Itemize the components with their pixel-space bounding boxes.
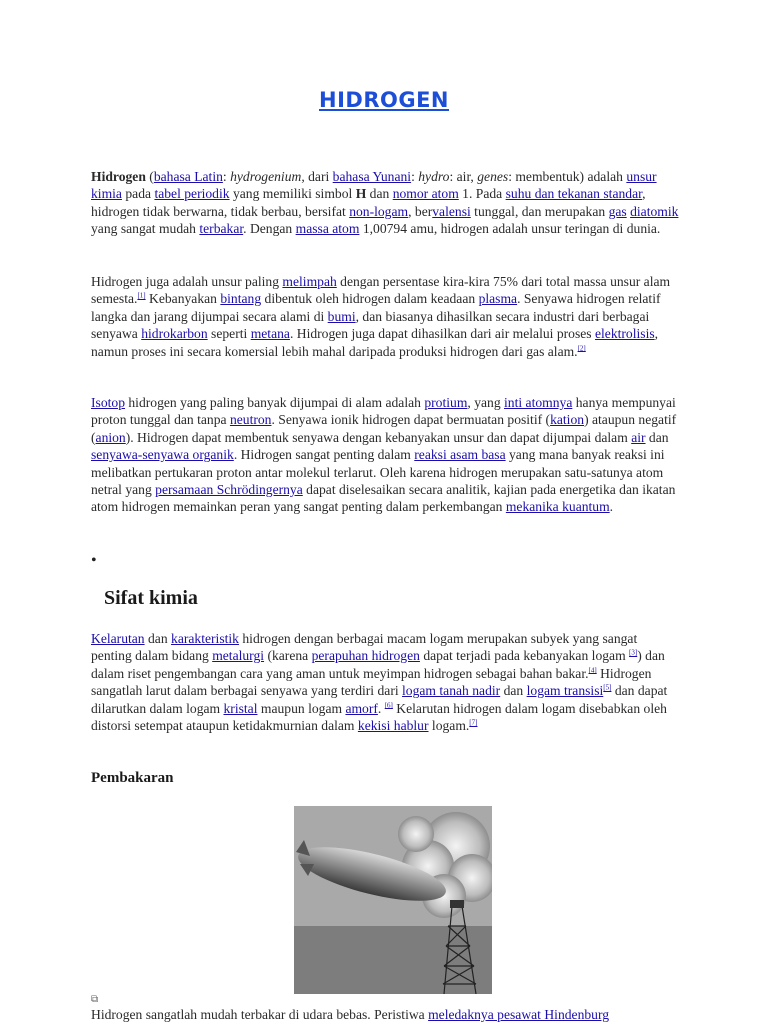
wiki-link[interactable]: tabel periodik	[154, 186, 230, 202]
wiki-link[interactable]: terbakar	[199, 221, 244, 237]
wiki-link[interactable]: perapuhan hidrogen	[311, 648, 420, 664]
wiki-link[interactable]: bintang	[220, 291, 262, 307]
citation-ref[interactable]: [6]	[384, 701, 393, 710]
text-run: pada	[121, 186, 155, 202]
wiki-link[interactable]: valensi	[432, 203, 471, 219]
isotope-paragraph	[91, 394, 679, 516]
text-run: , namun proses ini secara komersial lebih mahal daripada produksi hidrogen dari gas alam.	[91, 326, 659, 359]
text-run: tunggal, dan merupakan	[470, 203, 609, 219]
text-run: (	[145, 169, 154, 184]
italic-text: hydro	[418, 169, 450, 184]
italic-text: hydrogenium	[230, 169, 302, 184]
text-run: :	[222, 169, 231, 184]
wiki-link[interactable]: suhu dan tekanan standar	[505, 186, 643, 202]
citation-ref[interactable]: [5]	[603, 683, 612, 692]
list-bullet: •	[91, 552, 97, 569]
hindenburg-airship-photo	[294, 806, 492, 994]
wiki-link[interactable]: hidrokarbon	[141, 326, 208, 342]
enlarge-icon[interactable]: ⧉	[91, 994, 99, 1005]
wiki-link[interactable]: anion	[95, 429, 126, 445]
wiki-link[interactable]: Kelarutan	[91, 631, 145, 646]
citation-ref[interactable]: [4]	[588, 666, 597, 675]
wiki-link[interactable]: metalurgi	[212, 648, 265, 664]
text-run: ) dan dalam riset pengembangan cara yang aman untuk meyimpan hidrogen sebagai bahan bakar.	[91, 648, 665, 681]
page-title[interactable]: HIDROGEN	[319, 88, 449, 112]
citation-ref[interactable]: [3]	[629, 648, 638, 657]
wiki-link[interactable]: meledaknya pesawat Hindenburg	[428, 1007, 610, 1022]
text-run: , dari	[301, 169, 333, 184]
text-run: : membentuk) adalah	[508, 169, 627, 184]
wiki-link[interactable]: protium	[424, 395, 468, 410]
text-run: . Dengan	[243, 221, 296, 237]
text-run: ) ataupun negatif (	[91, 412, 677, 445]
wiki-link[interactable]: plasma	[478, 291, 518, 307]
text-run: , dan biasanya dihasilkan secara industri dari berbagai senyawa	[91, 308, 650, 342]
text-run: Hidrogen sangatlah larut dalam berbagai senyawa yang terdiri dari	[91, 665, 652, 699]
text-run: . Senyawa hidrogen relatif langka dan jarang dijumpai secara alami di	[91, 291, 661, 324]
bold-text: Hidrogen	[91, 169, 146, 184]
text-run: Kelarutan hidrogen dalam logam disebabkan oleh distorsi setempat ataupun ketidakmurnian dalam	[91, 700, 667, 734]
text-run: yang mana banyak reaksi ini melibatkan pertukaran proton antar molekul terlarut. Oleh karena hidrogen merupakan satu-satunya atom netral yang	[91, 447, 665, 498]
text-run: hidrogen dengan berbagai macam logam merupakan subyek yang sangat penting dalam bidang	[91, 631, 638, 664]
wiki-link[interactable]: amorf	[345, 700, 378, 716]
abundance-paragraph	[91, 273, 679, 360]
chemical-properties-paragraph	[91, 630, 679, 734]
wiki-link[interactable]: inti atomnya	[504, 395, 573, 410]
wiki-link[interactable]: karakteristik	[171, 631, 239, 646]
subsection-heading-pembakaran: Pembakaran	[91, 770, 174, 786]
wiki-link[interactable]: logam tanah nadir	[402, 683, 501, 699]
text-run: yang sangat mudah	[91, 221, 200, 237]
text-run: : air,	[449, 169, 478, 184]
text-run: yang memiliki simbol	[229, 186, 356, 202]
text-run: hanya mempunyai proton tunggal dan tanpa	[91, 395, 676, 428]
text-run: dan	[366, 186, 393, 202]
text-run: , yang	[467, 395, 505, 410]
wiki-link[interactable]: reaksi asam basa	[414, 447, 506, 463]
text-run: . Hidrogen sangat penting dalam	[233, 447, 415, 463]
text-run: 1,00794 amu, hidrogen adalah unsur teringan di dunia.	[359, 221, 661, 237]
text-run: . Hidrogen juga dapat dihasilkan dari air melalui proses	[289, 326, 595, 342]
bold-text: H	[355, 186, 367, 202]
wiki-link[interactable]: non-logam	[349, 203, 409, 219]
wiki-link[interactable]: neutron	[229, 412, 272, 428]
text-run: hidrogen yang paling banyak dijumpai di alam adalah	[124, 395, 425, 410]
wiki-link[interactable]: logam transisi	[526, 683, 604, 699]
text-run: seperti	[207, 326, 251, 342]
wiki-link[interactable]: Isotop	[91, 395, 125, 410]
text-run: Hidrogen sangatlah mudah terbakar di udara bebas. Peristiwa	[91, 1007, 429, 1022]
text-run: dapat diselesaikan secara analitik, kajian pada energetika dan ikatan atom hidrogen memainkan peran yang sangat penting dalam perkembangan	[91, 482, 676, 515]
text-run: dapat terjadi pada kebanyakan logam	[419, 648, 630, 664]
wiki-link[interactable]: senyawa-senyawa organik	[91, 447, 234, 463]
text-run: , ber	[408, 203, 433, 219]
combustion-paragraph	[91, 1006, 679, 1023]
citation-ref[interactable]: [1]	[137, 291, 146, 300]
text-run: dibentuk oleh hidrogen dalam keadaan	[261, 291, 479, 307]
text-run: . Senyawa ionik hidrogen dapat bermuatan positif (	[271, 412, 551, 428]
wiki-link[interactable]: kation	[550, 412, 585, 428]
wiki-link[interactable]: nomor atom	[392, 186, 459, 202]
citation-ref[interactable]: [2]	[577, 344, 586, 353]
wiki-link[interactable]: persamaan Schrödingernya	[155, 482, 303, 498]
text-run: :	[411, 169, 419, 184]
text-run: dengan persentase kira-kira 75% dari total massa unsur alam semesta.	[91, 274, 671, 307]
wiki-link[interactable]: gas	[608, 203, 627, 219]
text-run: Hidrogen juga adalah unsur paling	[91, 274, 283, 289]
wiki-link[interactable]: air	[631, 429, 646, 445]
wiki-link[interactable]: massa atom	[295, 221, 360, 237]
text-run: .	[609, 499, 614, 515]
text-run: dan	[500, 683, 527, 699]
text-run: ). Hidrogen dapat membentuk senyawa dengan kebanyakan unsur dan dapat dijumpai dalam	[125, 429, 632, 445]
text-run: dan dapat dilarutkan dalam logam	[91, 683, 668, 716]
text-run: Kebanyakan	[145, 291, 221, 307]
citation-ref[interactable]: [7]	[469, 718, 478, 727]
section-heading-sifat-kimia: Sifat kimia	[104, 587, 198, 609]
wiki-link[interactable]: bahasa Latin	[153, 169, 223, 184]
wiki-link[interactable]: mekanika kuantum	[505, 499, 610, 515]
wiki-link[interactable]: diatomik	[630, 203, 679, 219]
text-run: dan	[144, 631, 172, 646]
text-run: logam.	[428, 718, 470, 734]
text-run: .	[377, 700, 385, 716]
wiki-link[interactable]: unsur kimia	[91, 169, 657, 202]
text-run: (karena	[264, 648, 312, 664]
wiki-link[interactable]: melimpah	[282, 274, 337, 289]
wiki-link[interactable]: bahasa Yunani	[332, 169, 412, 184]
italic-text: genes	[477, 169, 509, 184]
text-run: 1. Pada	[458, 186, 506, 202]
wiki-link[interactable]: kristal	[223, 700, 258, 716]
wiki-link[interactable]: metana	[250, 326, 290, 342]
wiki-link[interactable]: kekisi hablur	[357, 718, 429, 734]
text-run: dan	[645, 429, 669, 445]
text-run: , hidrogen tidak berwarna, tidak berbau, bersifat	[91, 186, 646, 219]
wiki-link[interactable]: elektrolisis	[594, 326, 655, 342]
intro-paragraph	[91, 168, 679, 238]
wiki-link[interactable]: bumi	[327, 308, 356, 324]
text-run: maupun logam	[257, 700, 346, 716]
